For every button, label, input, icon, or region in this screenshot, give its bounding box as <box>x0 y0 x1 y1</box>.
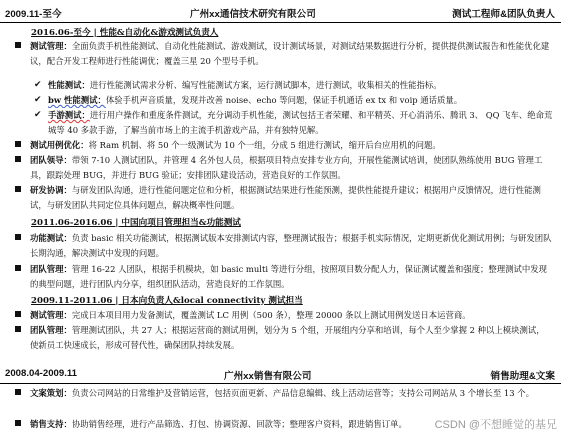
item-label: 研发协调： <box>30 185 72 195</box>
item-label: 测试管理： <box>30 310 72 320</box>
job-role: 销售助理&文案 <box>490 371 555 382</box>
item-label: 测试用例优化： <box>30 140 89 150</box>
item-label: 团队管理： <box>30 325 72 335</box>
item-text: 管理测试团队，共 27 人；根据运营商的测试用例，划分为 5 个组，开展组内分享和培训，每个人至少掌握 2 种以上模块测试，使新员工快速成长，形成可替代性，确保团队持续发展。 <box>30 325 545 350</box>
bullet-item <box>14 153 553 183</box>
item-label: bw 性能测试： <box>48 95 106 105</box>
bullet-square-icon <box>15 42 21 48</box>
bullet-square-icon <box>15 420 21 426</box>
watermark: CSDN @不想睡觉的基兄 <box>434 419 557 431</box>
check-item <box>34 93 553 108</box>
divider <box>0 22 561 23</box>
item-text: 进行用户操作和重度条件测试，充分调动手机性能，测试包括王者荣耀、和平精英、开心消消乐、腾讯 3、 QQ 飞车、绝命荒城等 40 多款手游，了解当前市场上的主流手机游戏产品，并有独特见解。 <box>48 110 553 135</box>
bullet-item <box>14 231 553 261</box>
item-text: 完成日本项目用力发备测试，覆盖测试 LC 用例（500 条），整理 20000 条以上测试用例发送日本运营商。 <box>71 310 471 320</box>
item-label: 性能测试： <box>48 80 90 90</box>
item-text: 协助销售经理，进行产品筛选、打包、协调资源、回款等；整理客户资料，跟进销售订单。 <box>71 419 407 429</box>
checkmark-icon: ✔ <box>34 110 42 120</box>
divider <box>0 383 561 384</box>
bullet-item <box>14 39 553 81</box>
bullet-item <box>14 183 553 213</box>
bullet-square-icon <box>15 265 21 271</box>
item-label: 销售支持： <box>30 419 72 429</box>
bullet-square-icon <box>15 234 21 240</box>
job-role: 测试工程师&团队负责人 <box>452 9 555 20</box>
check-item <box>34 78 553 93</box>
checkmark-icon: ✔ <box>34 95 42 105</box>
item-label: 团队管理： <box>30 264 72 274</box>
bullet-item <box>14 386 553 416</box>
bullet-square-icon <box>15 311 21 317</box>
job-company: 广州xx销售有限公司 <box>224 371 312 382</box>
bullet-square-icon <box>15 326 21 332</box>
job-company: 广州xx通信技术研究有限公司 <box>190 9 316 20</box>
item-text: 负责公司网站的日常维护及营销运营，包括页面更新、产品信息编辑、线上活动运营等；支持公司网站从 3 个增长至 13 个。 <box>71 388 535 398</box>
item-label: 团队领导： <box>30 155 72 165</box>
sub-heading: 2016.06-至今 | 性能&自动化&游戏测试负责人 <box>31 28 219 38</box>
sub-heading: 2011.06-2016.06 | 中国向项目管理担当&功能测试 <box>31 218 241 228</box>
bullet-square-icon <box>15 141 21 147</box>
item-text: 与研发团队沟通，进行性能问题定位和分析，根据测试结果进行性能预测，提供性能提升建议；根据用户反馈情况，进行性能测试，与研发团队共同定位具体问题点，解决概率性问题。 <box>30 185 541 210</box>
job-header-1 <box>0 6 561 20</box>
item-text: 全面负责手机性能测试、自动化性能测试、游戏测试，设计测试场景，对测试结果数据进行分析，提供提供测试报告和性能优化建议，配合开发工程师进行性能调优；覆盖三星 20 个型号手机。 <box>30 41 550 66</box>
check-item <box>34 108 553 138</box>
item-text: 将 Ram 机制、将 50 个一级测试为 10 个一组，分成 5 组进行测试，缩开后台应用机的问题。 <box>88 140 441 150</box>
item-text: 体验手机声音质量，发现并改善 noise、echo 等问题，保证手机通话 ex tx 和 voip 通话质量。 <box>105 95 463 105</box>
item-text: 管理 16-22 人团队，根据手机模块，如 basic multi 等进行分组，按照项目数分配人力，保证测试覆盖和强度；整理测试中发现的典型问题，进行团队内分享，组织团队活动，营造良好的工作氛围。 <box>30 264 548 289</box>
item-label: 测试管理： <box>30 41 72 51</box>
sub-heading: 2009.11-2011.06 | 日本向负责人&local connectivity 测试担当 <box>31 296 303 306</box>
job-dates: 2008.04-2009.11 <box>5 368 78 379</box>
bullet-square-icon <box>15 389 21 395</box>
bullet-item <box>14 138 553 153</box>
job-dates: 2009.11-至今 <box>5 9 62 20</box>
job-header-2 <box>0 368 561 382</box>
bullet-square-icon <box>15 156 21 162</box>
item-label: 功能测试： <box>30 233 72 243</box>
checkmark-icon: ✔ <box>34 80 42 90</box>
item-text: 进行性能测试需求分析、编写性能测试方案，运行测试脚本，进行测试，收集相关的性能指标。 <box>89 80 442 90</box>
bullet-item <box>14 262 553 292</box>
item-text: 负责 basic 相关功能测试，根据测试版本安排测试内容，整理测试报告；根据手机实际情况，定期更新优化测试用例；与研发团队长期沟通，解决测试中发现的问题。 <box>30 233 552 258</box>
item-text: 带领 7-10 人测试团队，并管理 4 名外包人员，根据项目特点安排专业方向，开展性能测试培训，使团队熟练使用 BUG 管理工具，跟踪处理 BUG，并进行 BUG 验证；安排团队建设活动，营造良好的工作氛围。 <box>30 155 543 180</box>
bullet-square-icon <box>15 186 21 192</box>
bullet-item <box>14 308 553 323</box>
item-label: 文案策划： <box>30 388 72 398</box>
bullet-item <box>14 323 553 353</box>
item-label: 手游测试： <box>48 110 90 120</box>
